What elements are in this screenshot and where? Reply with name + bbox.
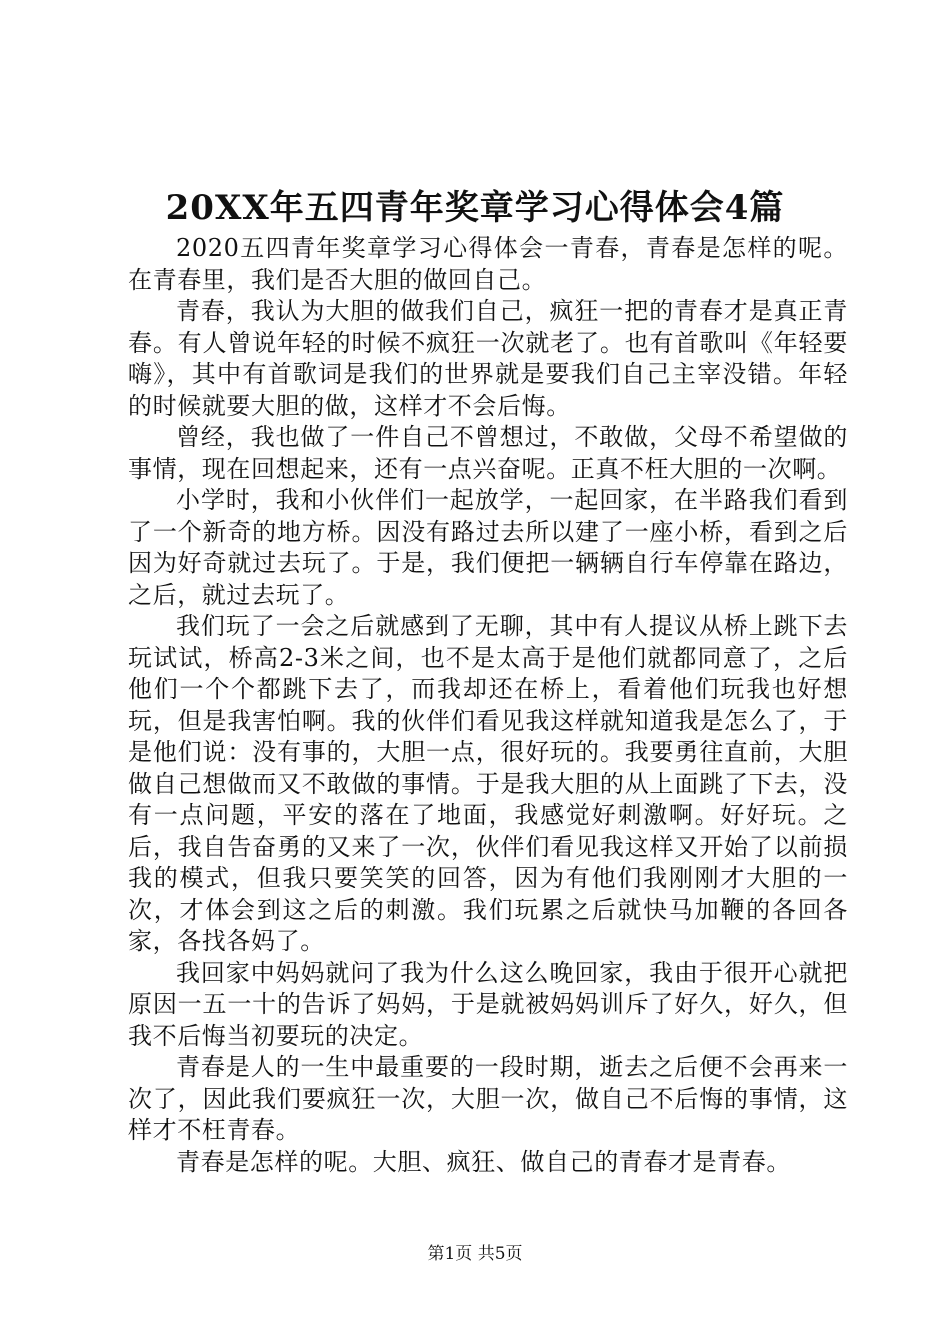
- paragraph: 我们玩了一会之后就感到了无聊，其中有人提议从桥上跳下去玩试试，桥高2-3米之间，也不是太高于是他们就都同意了，之后他们一个个都跳下去了，而我却还在桥上，看着他们玩我也好想玩，但是我害怕啊。我的伙伴们看见我这样就知道我是怎么了，于是他们说：没有事的，大胆一点，很好玩的。我要勇往直前，大胆做自己想做而又不敢做的事情。于是我大胆的从上面跳了下去，没有一点问题，平安的落在了地面，我感觉好刺激啊。好好玩。之后，我自告奋勇的又来了一次，伙伴们看见我这样又开始了以前损我的模式，但我只要笑笑的回答，因为有他们我刚刚才大胆的一次，才体会到这之后的刺激。我们玩累之后就快马加鞭的各回各家，各找各妈了。: [128, 612, 848, 955]
- paragraph: 2020五四青年奖章学习心得体会一青春，青春是怎样的呢。在青春里，我们是否大胆的做回自己。: [128, 234, 848, 294]
- document-body: [128, 233, 848, 1178]
- paragraph: 青春是怎样的呢。大胆、疯狂、做自己的青春才是青春。: [176, 1147, 791, 1176]
- paragraph: 青春是人的一生中最重要的一段时期，逝去之后便不会再来一次了，因此我们要疯狂一次，大胆一次，做自己不后悔的事情，这样才不枉青春。: [128, 1053, 848, 1144]
- paragraph: 小学时，我和小伙伴们一起放学，一起回家，在半路我们看到了一个新奇的地方桥。因没有路过去所以建了一座小桥，看到之后因为好奇就过去玩了。于是，我们便把一辆辆自行车停靠在路边，之后，就过去玩了。: [128, 486, 848, 609]
- document-title: 20XX年五四青年奖章学习心得体会4篇: [165, 188, 785, 228]
- paragraph: 青春，我认为大胆的做我们自己，疯狂一把的青春才是真正青春。有人曾说年轻的时候不疯狂一次就老了。也有首歌叫《年轻要嗨》，其中有首歌词是我们的世界就是要我们自己主宰没错。年轻的时候就要大胆的做，这样才不会后悔。: [128, 297, 848, 420]
- paragraph: 曾经，我也做了一件自己不曾想过，不敢做，父母不希望做的事情，现在回想起来，还有一点兴奋呢。正真不枉大胆的一次啊。: [128, 423, 848, 483]
- page-footer: 第1页 共5页: [427, 1244, 523, 1264]
- paragraph: 我回家中妈妈就问了我为什么这么晚回家，我由于很开心就把原因一五一十的告诉了妈妈，于是就被妈妈训斥了好久，好久，但我不后悔当初要玩的决定。: [128, 958, 848, 1050]
